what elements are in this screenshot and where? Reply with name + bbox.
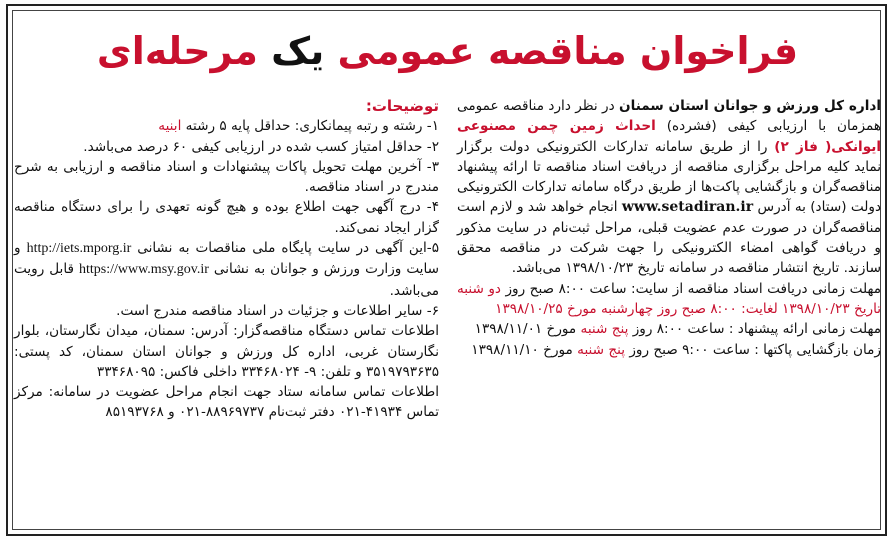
- main-column: [457, 96, 881, 360]
- submit-date: مورخ ۱۳۹۸/۱۱/۰۱: [474, 321, 581, 338]
- intro-text-1: در نظر دارد مناقصه عمومی همزمان با ارزیابی کیفی (فشرده): [457, 98, 881, 135]
- note-1-text: ۱- رشته و رتبه پیمانکاری: حداقل پایه ۵ رشته: [181, 118, 439, 135]
- intro-text-3: انجام خواهد شد و لازم است مناقصه‌گران در صورت عدم عضویت قبلی، مراحل ثبت‌نام در سایت مذکور و دریافت گواهی امضاء الکترونیکی را جهت شرکت در مناقصه محقق سازند. تاریخ انتشار مناقصه در سامانه تاریخ ۱۳۹۸/۱۰/۲۳ می‌باشد.: [457, 199, 881, 277]
- note-2: ۲- حداقل امتیاز کسب شده در ارزیابی کیفی ۶۰ درصد می‌باشد.: [83, 138, 439, 155]
- note-1: [14, 116, 439, 136]
- msy-link[interactable]: https://www.msy.gov.ir: [78, 262, 209, 278]
- opening-label: زمان بازگشایی پاکتها : ساعت ۹:۰۰ صبح روز: [625, 341, 881, 358]
- note-5: [14, 238, 439, 301]
- contact-info: اطلاعات تماس دستگاه مناقصه‌گزار: آدرس: سمنان، میدان نگارستان، بلوار نگارستان غربی، اداره کل ورزش و جوانان استان سمنان، کد پستی: ۳۵۱۹۷۹۳۶۳۵ و تلفن: ۹- ۳۳۴۶۸۰۲۴ داخلی فاکس: ۳۳۴۶۸۰۹۵: [14, 323, 439, 380]
- note-3: ۳- آخرین مهلت تحویل پاکات پیشنهادات و اسناد مناقصه و ارزیابی به شرح مندرج در اسناد مناقصه.: [14, 158, 439, 196]
- note-5-text-b: و سایت وزارت ورزش و جوانان به نشانی: [14, 240, 439, 278]
- intro-text-2: را از طریق سامانه تدارکات الکترونیکی دولت برگزار نماید کلیه مراحل برگزاری مناقصه از دریافت اسناد مناقصه تا ارائه پیشنهاد مناقصه‌گران و بازگشایی پاکت‌ها از طریق درگاه سامانه تدارکات الکترونیکی دولت (ستاد) به آدرس: [457, 138, 882, 216]
- opening-date: مورخ ۱۳۹۸/۱۱/۱۰: [471, 341, 578, 358]
- notes-heading: توضیحات:: [365, 97, 439, 115]
- submit-day: پنج شنبه: [580, 321, 629, 338]
- setad-contact-info: اطلاعات تماس سامانه ستاد جهت انجام مراحل عضویت در سامانه: مرکز تماس ۴۱۹۳۴-۰۲۱ دفتر ثبت‌نام ۸۸۹۶۹۷۳۷-۰۲۱ و ۸۵۱۹۳۷۶۸: [14, 384, 439, 421]
- iets-link[interactable]: http://iets.mporg.ir: [26, 241, 132, 257]
- receive-label: مهلت زمانی دریافت اسناد مناقصه از سایت: ساعت ۸:۰۰ صبح روز: [501, 280, 881, 297]
- note-5-text-c: قابل رویت می‌باشد.: [14, 261, 439, 299]
- title-part-3: مرحله‌ای: [96, 29, 258, 73]
- ad-title: [0, 20, 895, 82]
- main-paragraph: [457, 96, 881, 279]
- note-5-text-a: ۵-این آگهی در سایت پایگاه ملی مناقصات به نشانی: [131, 240, 439, 257]
- receive-dates: دو شنبه تاریخ ۱۳۹۸/۱۰/۲۳ لغایت: ۸:۰۰ صبح روز چهارشنبه مورخ ۱۳۹۸/۱۰/۲۵: [457, 280, 881, 317]
- notes-column: [14, 96, 439, 423]
- setad-website-link[interactable]: www.setadiran.ir: [621, 199, 754, 216]
- project-name: احداث زمین چمن مصنوعی ایوانکی( فاز ۲): [457, 118, 881, 155]
- title-part-1: فراخوان مناقصه عمومی: [337, 29, 799, 73]
- organization-name: اداره کل ورزش و جوانان استان سمنان: [619, 98, 881, 114]
- note-1-field: ابنیه: [158, 118, 182, 135]
- submission-deadline: [457, 319, 881, 339]
- note-4: ۴- درج آگهی جهت اطلاع بوده و هیچ گونه تعهدی را برای دستگاه مناقصه گزار ایجاد نمی‌کند.: [14, 199, 439, 236]
- opening-day: پنج شنبه: [577, 341, 626, 358]
- note-6: ۶- سایر اطلاعات و جزئیات در اسناد مناقصه مندرج است.: [116, 302, 439, 319]
- document-receive-deadline: [457, 279, 881, 320]
- opening-time: [457, 340, 881, 360]
- submit-label: مهلت زمانی ارائه پیشنهاد : ساعت ۸:۰۰ روز: [628, 321, 881, 338]
- title-part-2: یک: [271, 29, 325, 73]
